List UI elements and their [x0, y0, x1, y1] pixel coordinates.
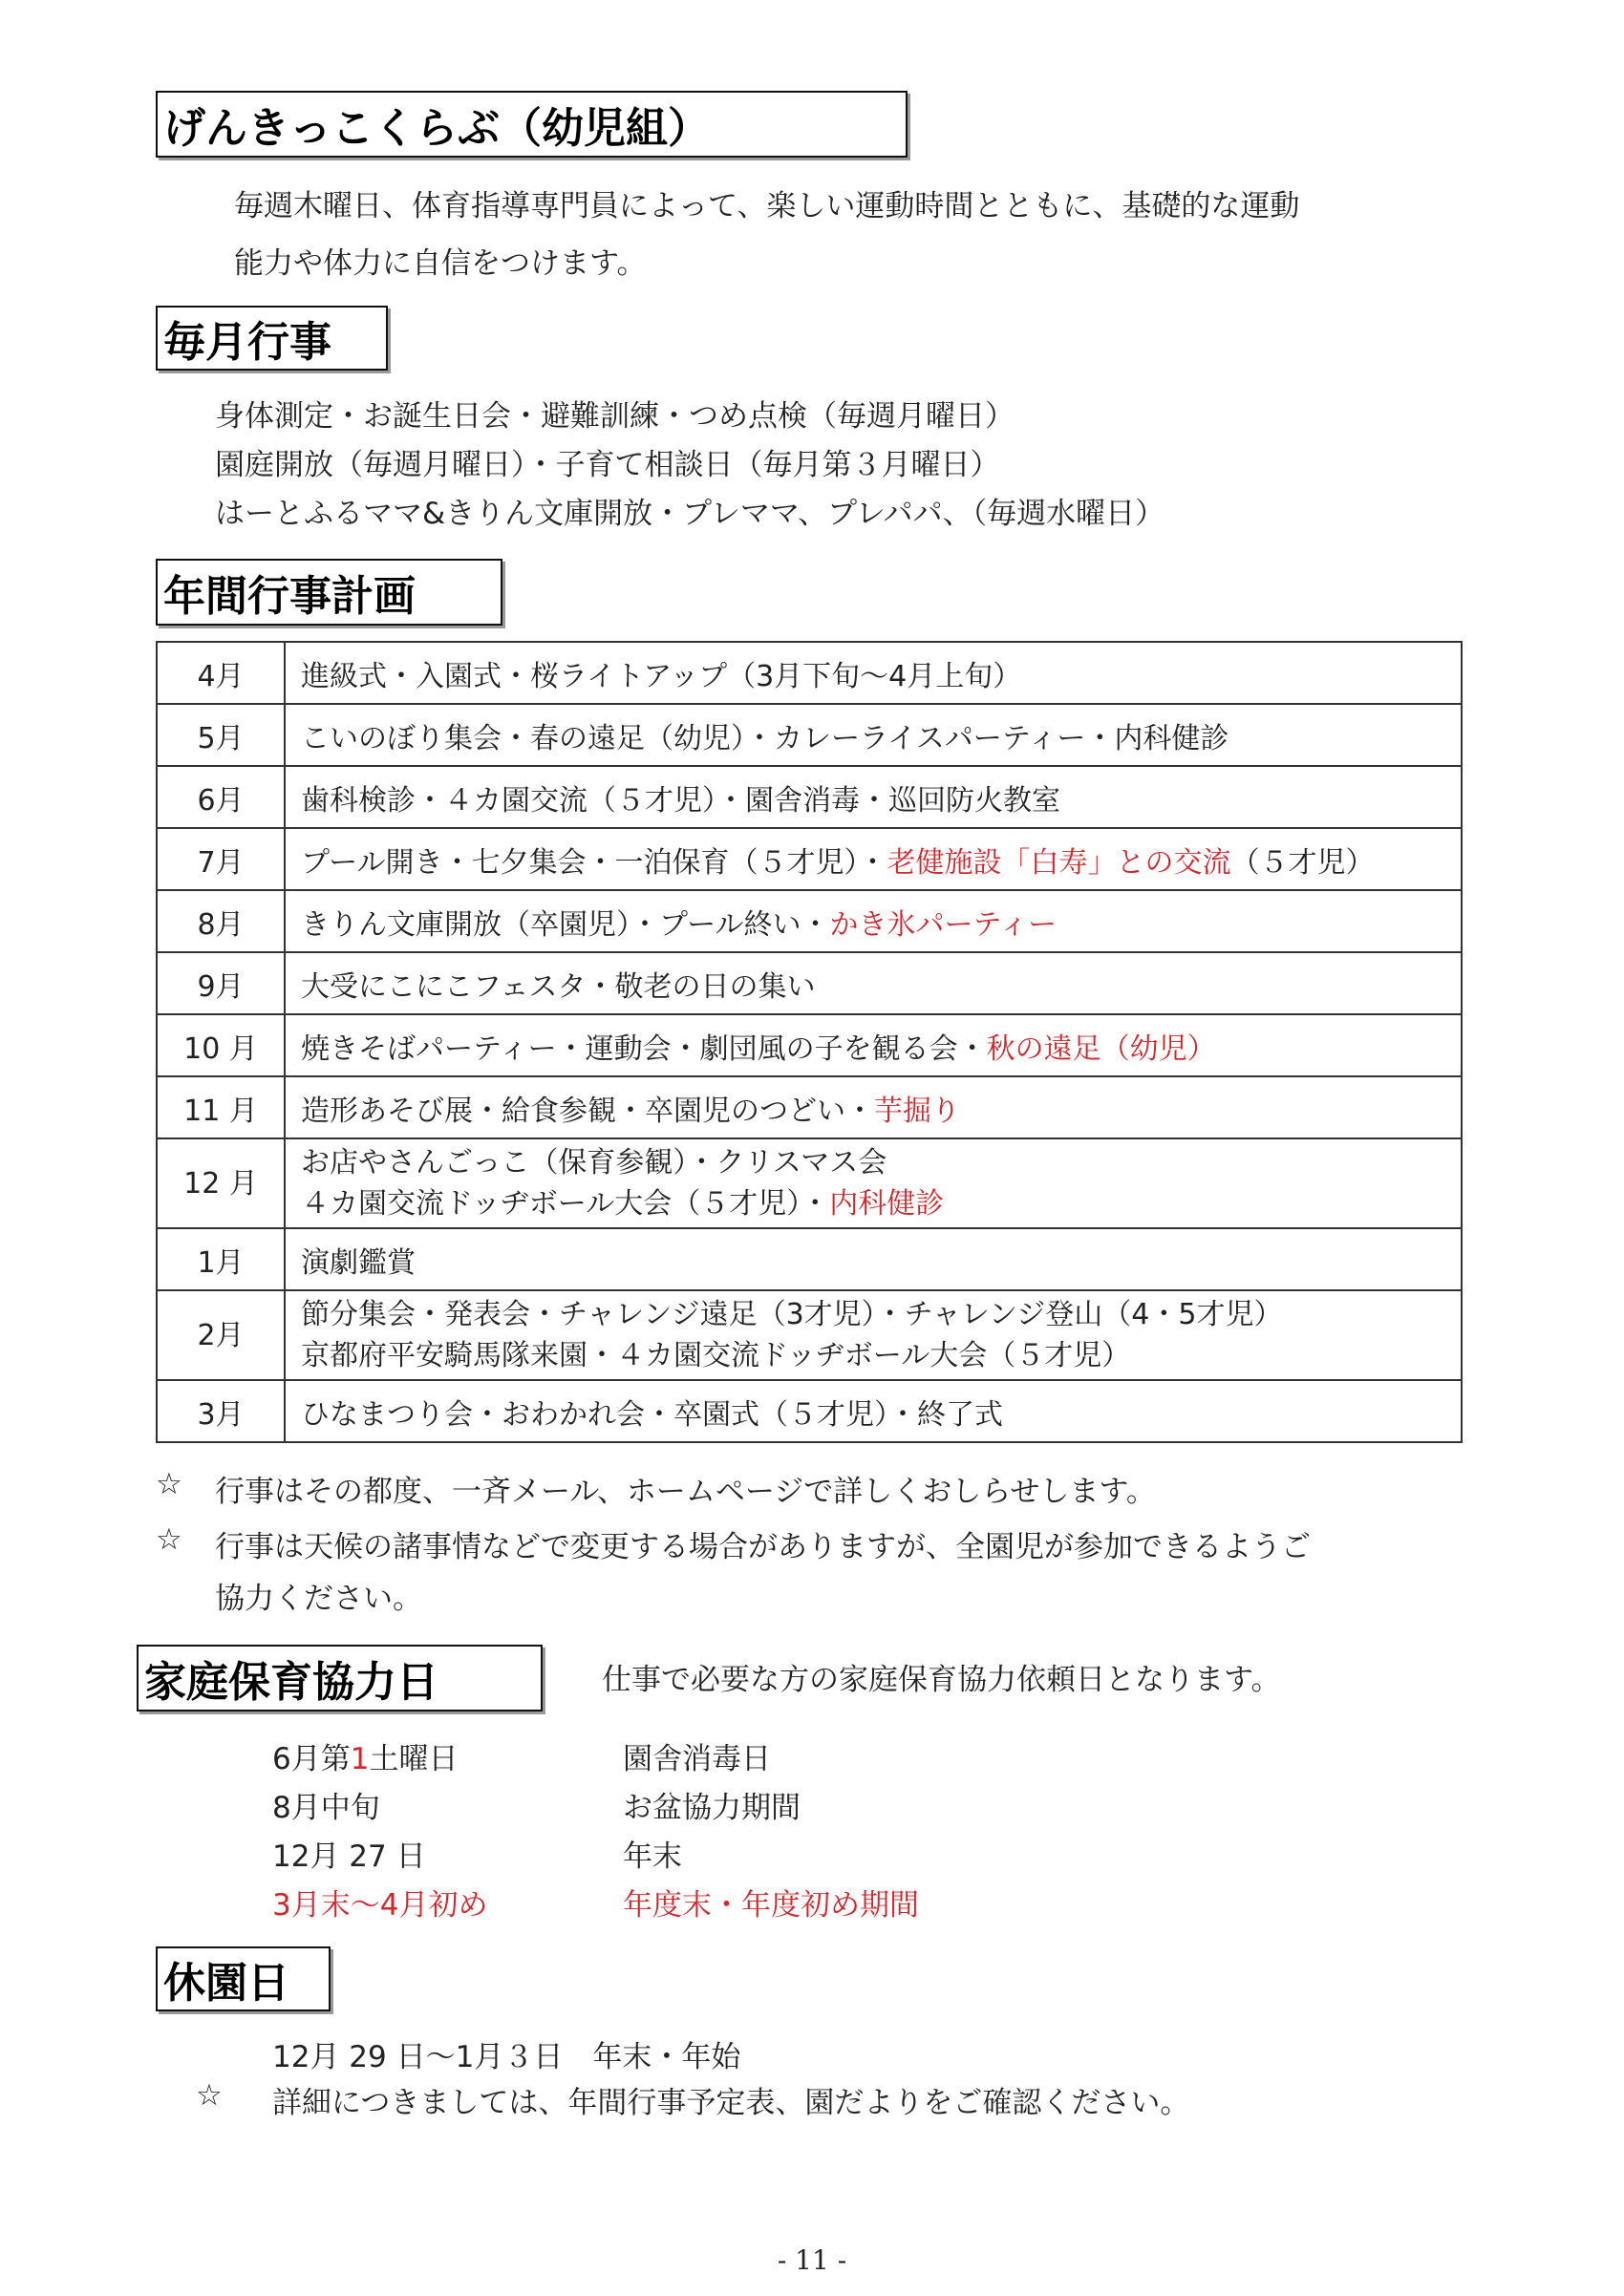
- family-intro: 仕事で必要な方の家庭保育協力依頼日となります。: [602, 1663, 1281, 1697]
- family-date-1: [272, 1734, 458, 1784]
- event-highlight: 芋掘り: [874, 1094, 960, 1128]
- monthly-line-3: はーとふるママ&きりん文庫開放・プレママ、プレパパ、（毎週水曜日）: [215, 497, 1165, 531]
- table-row: [157, 1138, 1462, 1228]
- event-text: 大受にこにこフェスタ・敬老の日の集い: [301, 969, 816, 1004]
- event-highlight: 内科健診: [829, 1187, 945, 1221]
- event-text-after: （５才児）: [1230, 845, 1375, 880]
- holiday-line: 12月 29 日〜1月３日 年末・年始: [272, 2040, 741, 2074]
- section-title-family: [137, 1645, 543, 1711]
- family-date-4: 3月末〜4月初め: [272, 1888, 488, 1923]
- annual-note-2: 行事は天候の諸事情などで変更する場合がありますが、全園児が参加できるようご: [215, 1530, 1311, 1564]
- event-text: 進級式・入園式・桜ライトアップ（3月下旬〜4月上旬）: [301, 659, 1022, 693]
- month-cell: 9月: [157, 952, 285, 1014]
- table-row: [157, 952, 1462, 1014]
- star-icon: ☆: [196, 2078, 223, 2113]
- table-row: [157, 704, 1462, 766]
- event-text-line1: 節分集会・発表会・チャレンジ遠足（3才児）・チャレンジ登山（4・5才児）: [301, 1298, 1283, 1331]
- family-date-text-after: 土曜日: [369, 1742, 459, 1776]
- event-cell: [285, 1138, 1462, 1228]
- month-cell: 1月: [157, 1228, 285, 1290]
- section-title-annual-text: 年間行事計画: [163, 572, 416, 621]
- section-title-holiday: [156, 1946, 331, 2011]
- event-text: 歯科検診・４カ園交流（５才児）・園舎消毒・巡回防火教室: [301, 783, 1060, 818]
- page-number: - 11 -: [777, 2244, 847, 2276]
- family-desc-2: お盆協力期間: [623, 1791, 801, 1825]
- month-cell: 3月: [157, 1380, 285, 1442]
- family-date-text: 6月第: [272, 1742, 351, 1776]
- event-text: ひなまつり会・おわかれ会・卒園式（５才児）・終了式: [301, 1397, 1003, 1432]
- genki-line-2: 能力や体力に自信をつけます。: [234, 246, 647, 281]
- table-row: [157, 642, 1462, 704]
- event-text: 造形あそび展・給食参観・卒園児のつどい・: [301, 1094, 874, 1128]
- month-cell: 7月: [157, 828, 285, 890]
- event-highlight: かき氷パーティー: [829, 907, 1058, 942]
- section-title-family-text: 家庭保育協力日: [144, 1658, 438, 1707]
- table-row: [157, 766, 1462, 828]
- month-cell: 11 月: [157, 1076, 285, 1138]
- table-row: [157, 1014, 1462, 1076]
- section-title-genki-text: げんきっこくらぶ（幼児組）: [163, 104, 710, 153]
- month-cell: 10 月: [157, 1014, 285, 1076]
- table-row: [157, 828, 1462, 890]
- event-text: きりん文庫開放（卒園児）・プール終い・: [301, 907, 830, 942]
- star-icon: ☆: [156, 1467, 182, 1501]
- monthly-line-2: 園庭開放（毎週月曜日）・子育て相談日（毎月第３月曜日）: [215, 448, 1000, 482]
- table-row: [157, 1380, 1462, 1442]
- month-cell: 12 月: [157, 1138, 285, 1228]
- event-text: 焼きそばパーティー・運動会・劇団風の子を観る会・: [301, 1031, 987, 1066]
- month-cell: 8月: [157, 890, 285, 952]
- event-text: ４カ園交流ドッヂボール大会（５才児）・: [301, 1187, 830, 1221]
- event-cell: [285, 766, 1462, 828]
- family-desc-3: 年末: [623, 1839, 682, 1874]
- event-text: プール開き・七夕集会・一泊保育（５才児）・: [301, 845, 887, 880]
- table-row: [157, 890, 1462, 952]
- event-cell: [285, 1014, 1462, 1076]
- month-cell: 2月: [157, 1290, 285, 1380]
- table-row: [157, 1290, 1462, 1380]
- monthly-line-1: 身体測定・お誕生日会・避難訓練・つめ点検（毎週月曜日）: [215, 399, 1015, 434]
- table-row: [157, 1076, 1462, 1138]
- family-desc-4: 年度末・年度初め期間: [623, 1888, 919, 1923]
- event-text: 演劇鑑賞: [301, 1245, 416, 1280]
- family-date-highlight: 1: [350, 1742, 370, 1776]
- section-title-holiday-text: 休園日: [163, 1959, 289, 2008]
- annual-note-3: 協力ください。: [215, 1582, 422, 1616]
- annual-note-1: 行事はその都度、一斉メール、ホームページで詳しくおしらせします。: [215, 1475, 1156, 1509]
- table-row: [157, 1228, 1462, 1290]
- event-cell: [285, 642, 1462, 704]
- section-title-monthly: [156, 306, 388, 371]
- star-icon: ☆: [156, 1522, 182, 1557]
- family-date-3: 12月 27 日: [272, 1839, 426, 1874]
- genki-line-1: 毎週木曜日、体育指導専門員によって、楽しい運動時間とともに、基礎的な運動: [234, 189, 1300, 223]
- event-highlight: 老健施設「白寿」との交流: [887, 845, 1231, 880]
- event-cell: [285, 952, 1462, 1014]
- event-cell: [285, 1380, 1462, 1442]
- section-title-monthly-text: 毎月行事: [163, 318, 331, 367]
- month-cell: 6月: [157, 766, 285, 828]
- month-cell: 5月: [157, 704, 285, 766]
- family-date-2: 8月中旬: [272, 1791, 380, 1825]
- event-cell: [285, 890, 1462, 952]
- event-text: こいのぼり集会・春の遠足（幼児）・カレーライスパーティー・内科健診: [301, 721, 1229, 755]
- event-cell: [285, 1076, 1462, 1138]
- event-text-line1: お店やさんごっこ（保育参観）・クリスマス会: [301, 1146, 887, 1180]
- section-title-genki: [156, 91, 908, 158]
- event-cell: [285, 828, 1462, 890]
- event-text: 京都府平安騎馬隊来園・４カ園交流ドッヂボール大会（５才児）: [301, 1339, 1131, 1372]
- holiday-note: 詳細につきましては、年間行事予定表、園だよりをご確認ください。: [272, 2086, 1190, 2120]
- event-highlight: 秋の遠足（幼児）: [986, 1031, 1216, 1066]
- event-cell: [285, 1290, 1462, 1380]
- event-cell: [285, 1228, 1462, 1290]
- section-title-annual: [156, 559, 502, 626]
- family-desc-1: 園舎消毒日: [623, 1742, 771, 1776]
- month-cell: 4月: [157, 642, 285, 704]
- annual-events-table: [156, 641, 1463, 1443]
- event-cell: [285, 704, 1462, 766]
